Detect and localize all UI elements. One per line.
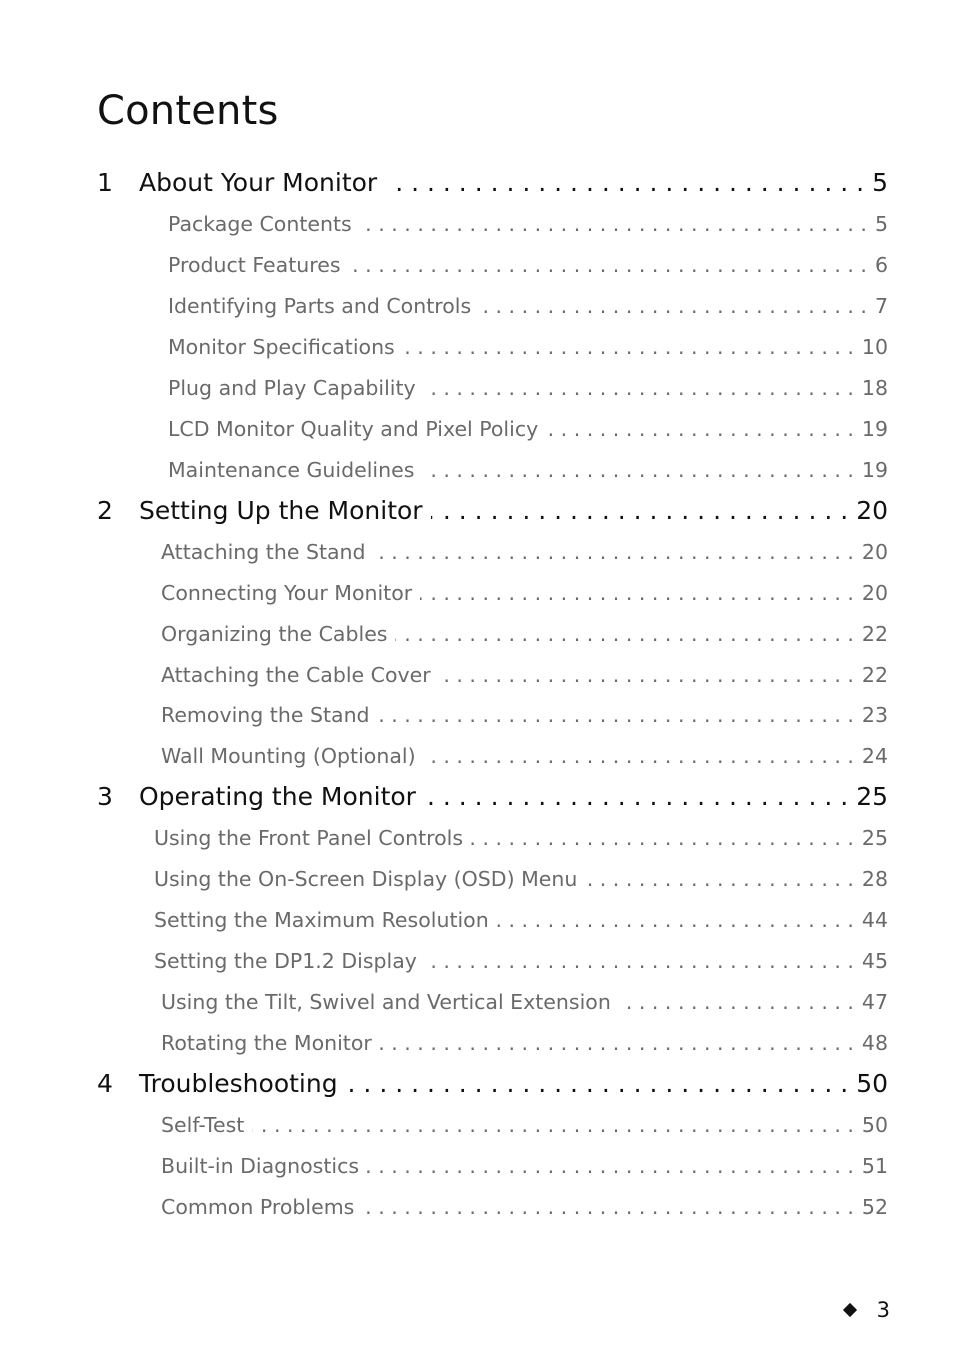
dot-leader (349, 253, 867, 277)
toc-section[interactable] (161, 1113, 888, 1141)
chapter-page-number: 50 (856, 1069, 888, 1098)
toc-section[interactable] (154, 826, 888, 854)
section-label: Connecting Your Monitor (161, 581, 413, 605)
toc-chapter-3[interactable] (97, 782, 888, 816)
dot-leader (420, 581, 854, 605)
chapter-number: 1 (97, 168, 113, 197)
dot-leader (395, 622, 853, 646)
section-label: Using the On-Screen Display (OSD) Menu (154, 867, 578, 891)
toc-chapter-2[interactable] (97, 496, 888, 530)
section-page-number: 10 (861, 335, 888, 359)
chapter-number: 4 (97, 1069, 113, 1098)
dot-leader (619, 990, 854, 1014)
chapter-label: About Your Monitor (139, 168, 378, 197)
dot-leader (439, 663, 854, 687)
section-page-number: 19 (861, 417, 888, 441)
dot-leader (431, 496, 849, 525)
section-page-number: 28 (861, 867, 888, 891)
dot-leader (424, 744, 854, 768)
toc-section[interactable] (161, 581, 888, 609)
section-page-number: 22 (861, 622, 888, 646)
dot-leader (479, 294, 867, 318)
dot-leader (471, 826, 854, 850)
dot-leader (424, 376, 854, 400)
diamond-icon (843, 1303, 857, 1317)
toc-section[interactable] (161, 1154, 888, 1182)
section-label: LCD Monitor Quality and Pixel Policy (168, 417, 539, 441)
page-footer (845, 1298, 890, 1322)
dot-leader (367, 1154, 854, 1178)
section-page-number: 6 (874, 253, 888, 277)
section-label: Using the Tilt, Swivel and Vertical Extension (161, 990, 611, 1014)
chapter-label: Setting Up the Monitor (139, 496, 423, 525)
section-label: Removing the Stand (161, 703, 370, 727)
chapter-number: 2 (97, 496, 113, 525)
dot-leader (546, 417, 854, 441)
section-label: Identifying Parts and Controls (168, 294, 472, 318)
section-label: Monitor Specifications (168, 335, 395, 359)
toc-section[interactable] (161, 1031, 888, 1059)
toc-section[interactable] (154, 867, 888, 895)
dot-leader (424, 782, 848, 811)
section-label: Attaching the Stand (161, 540, 366, 564)
section-label: Package Contents (168, 212, 352, 236)
section-label: Self-Test (161, 1113, 245, 1137)
section-page-number: 45 (861, 949, 888, 973)
footer-page-number: 3 (876, 1298, 890, 1322)
dot-leader (425, 949, 854, 973)
dot-leader (252, 1113, 854, 1137)
section-label: Wall Mounting (Optional) (161, 744, 416, 768)
dot-leader (374, 540, 854, 564)
toc-section[interactable] (168, 253, 888, 281)
section-page-number: 25 (861, 826, 888, 850)
section-page-number: 47 (861, 990, 888, 1014)
section-label: Product Features (168, 253, 341, 277)
section-label: Setting the DP1.2 Display (154, 949, 417, 973)
dot-leader (497, 908, 854, 932)
dot-leader (378, 703, 854, 727)
section-page-number: 50 (861, 1113, 888, 1137)
dot-leader (385, 168, 864, 197)
dot-leader (585, 867, 854, 891)
section-label: Maintenance Guidelines (168, 458, 415, 482)
toc-section[interactable] (168, 417, 888, 445)
section-page-number: 44 (861, 908, 888, 932)
section-page-number: 52 (861, 1195, 888, 1219)
toc-section[interactable] (161, 1195, 888, 1223)
toc-section[interactable] (161, 540, 888, 568)
section-page-number: 5 (874, 212, 888, 236)
section-page-number: 20 (861, 540, 888, 564)
toc-section[interactable] (168, 376, 888, 404)
section-label: Setting the Maximum Resolution (154, 908, 489, 932)
toc-section[interactable] (154, 949, 888, 977)
chapter-number: 3 (97, 782, 113, 811)
toc-section[interactable] (168, 458, 888, 486)
section-label: Built-in Diagnostics (161, 1154, 360, 1178)
section-label: Common Problems (161, 1195, 355, 1219)
section-label: Plug and Play Capability (168, 376, 416, 400)
dot-leader (380, 1031, 854, 1055)
toc-chapter-1[interactable] (97, 168, 888, 202)
section-label: Organizing the Cables (161, 622, 388, 646)
section-page-number: 18 (861, 376, 888, 400)
section-page-number: 51 (861, 1154, 888, 1178)
toc-section[interactable] (161, 703, 888, 731)
section-page-number: 22 (861, 663, 888, 687)
section-page-number: 20 (861, 581, 888, 605)
dot-leader (362, 1195, 854, 1219)
dot-leader (403, 335, 854, 359)
section-label: Attaching the Cable Cover (161, 663, 431, 687)
section-label: Using the Front Panel Controls (154, 826, 464, 850)
page-title: Contents (97, 88, 279, 134)
toc-section[interactable] (161, 663, 888, 691)
chapter-label: Operating the Monitor (139, 782, 416, 811)
dot-leader (422, 458, 853, 482)
section-page-number: 7 (874, 294, 888, 318)
section-page-number: 19 (861, 458, 888, 482)
section-label: Rotating the Monitor (161, 1031, 372, 1055)
toc-chapter-4[interactable] (97, 1069, 888, 1103)
dot-leader (360, 212, 867, 236)
chapter-page-number: 5 (872, 168, 888, 197)
chapter-page-number: 25 (856, 782, 888, 811)
toc-section[interactable] (154, 908, 888, 936)
section-page-number: 48 (861, 1031, 888, 1055)
toc-section[interactable] (161, 744, 888, 772)
toc-section[interactable] (161, 990, 888, 1018)
section-page-number: 24 (861, 744, 888, 768)
section-page-number: 23 (861, 703, 888, 727)
dot-leader (346, 1069, 849, 1098)
toc-section[interactable] (168, 335, 888, 363)
toc-section[interactable] (168, 212, 888, 240)
toc-section[interactable] (161, 622, 888, 650)
chapter-page-number: 20 (856, 496, 888, 525)
toc-section[interactable] (168, 294, 888, 322)
chapter-label: Troubleshooting (139, 1069, 338, 1098)
